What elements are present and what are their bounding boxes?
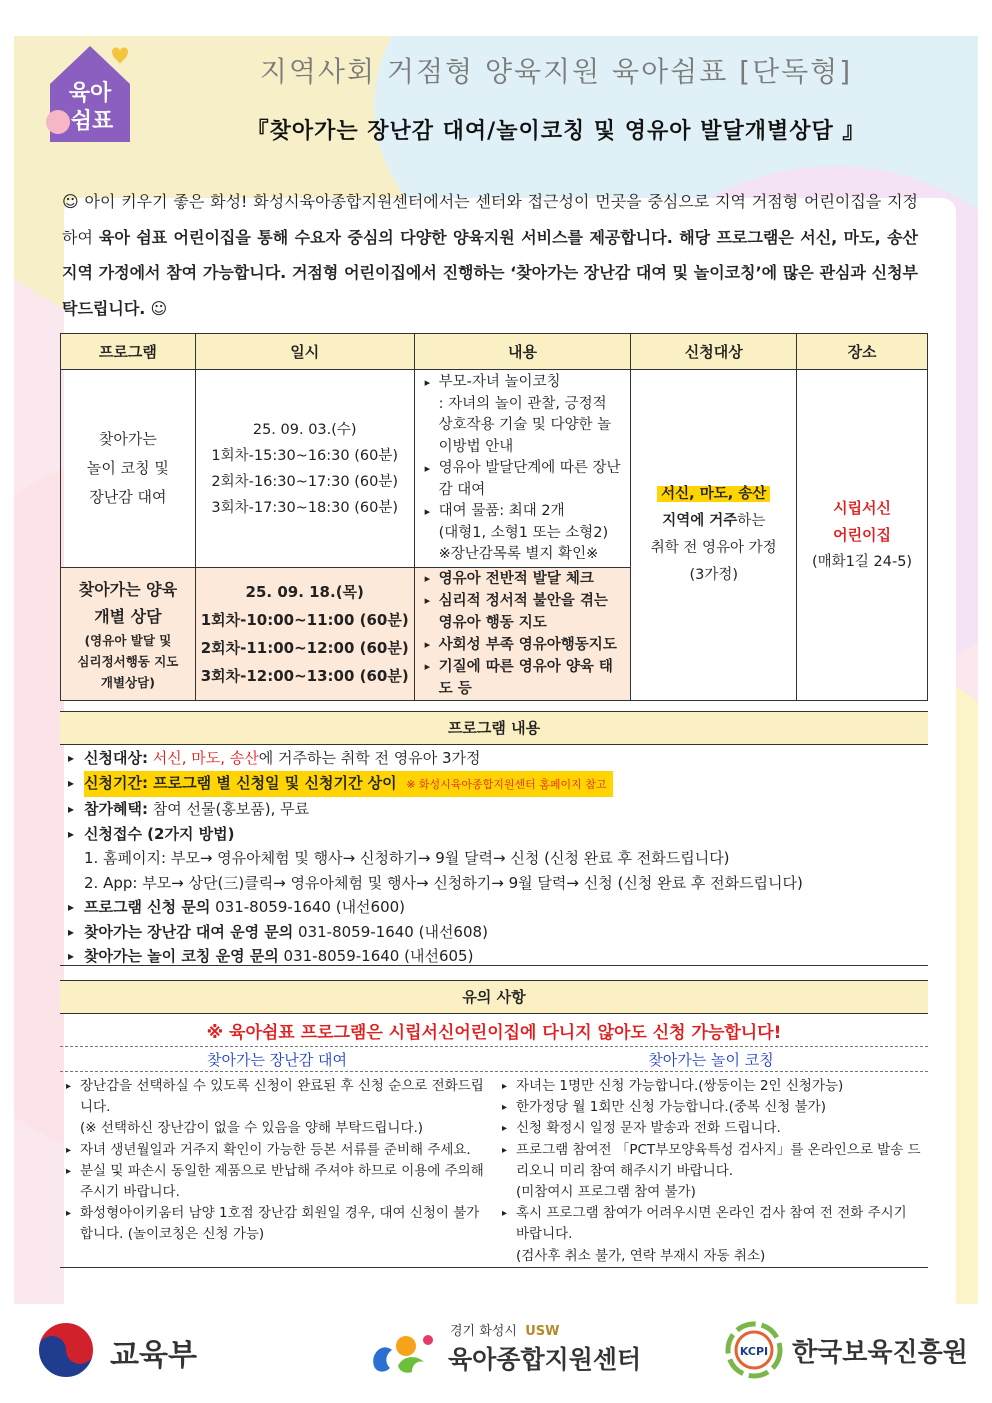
program-name-counseling: 찾아가는 양육 개별 상담 (영유아 발달 및 심리정서행동 지도 개별상담): [61, 568, 196, 701]
header-content: 내용: [414, 334, 631, 370]
list-item: ▸ 영유아 전반적 발달 체크: [425, 568, 625, 590]
list-item: : 자녀의 놀이 관찰, 긍정적 상호작용 기술 및 다양한 놀이방법 안내: [438, 395, 612, 455]
program-name-coaching: 찾아가는 놀이 코칭 및 장난감 대여: [61, 370, 196, 568]
header-date: 일시: [195, 334, 414, 370]
list-item: ▸ 화성형아이키움터 남양 1호점 장난감 회원일 경우, 대여 신청이 불가합니다. (놀이코칭은 신청 가능): [66, 1203, 486, 1245]
list-item: ▸ 신청기간: 프로그램 별 신청일 및 신청기간 상이 ※ 화성시육아종합지원센터 홈페이지 참고: [66, 771, 926, 798]
content-coaching: [414, 370, 631, 568]
schedule-counseling: 25. 09. 18.(목) 1회차-10:00~11:00 (60분) 2회차-11:00~12:00 (60분) 3회차-12:00~13:00 (60분): [195, 568, 414, 701]
header-target: 신청대상: [631, 334, 797, 370]
list-item: ▸ 대여 물품: 최대 2개: [425, 501, 625, 523]
list-item: ▸ 혹시 프로그램 참여가 어려우시면 온라인 검사 참여 전 전화 주시기 바랍니다.: [502, 1203, 922, 1245]
list-item: ▸ 찾아가는 놀이 코칭 운영 문의 031-8059-1640 (내선605): [66, 944, 926, 969]
divider: [60, 1071, 928, 1072]
table-row: [61, 370, 928, 568]
svg-text:육아: 육아: [68, 81, 112, 106]
page-subtitle: 『찾아가는 장난감 대여/놀이코칭 및 영유아 발달개별상담 』: [246, 119, 866, 144]
kcpi-logo: KCPI 한국보육진흥원: [722, 1316, 952, 1386]
place-cell: 시립서신 어린이집 (매화1길 24-5): [797, 370, 928, 701]
list-item: ▸ 부모-자녀 놀이코칭: [425, 372, 625, 394]
play-coaching-notes: [502, 1076, 922, 1267]
notice-text: ※ 육아쉼표 프로그램은 시립서신어린이집에 다니지 않아도 신청 가능합니다!: [206, 1023, 782, 1043]
list-item: ▸ 기질에 따른 영유아 양육 태도 등: [425, 656, 625, 700]
play-coaching-title: 찾아가는 놀이 코칭: [648, 1051, 774, 1069]
list-item: (※ 선택하신 장난감이 없을 수 있음을 양해 부탁드립니다.): [80, 1120, 424, 1137]
target-cell: 서신, 마도, 송산 지역에 거주하는 취학 전 영유아 가정 (3가정): [631, 370, 797, 701]
svg-text:KCPI: KCPI: [739, 1345, 769, 1358]
list-item: ▸ 한가정당 월 1회만 신청 가능합니다.(중복 신청 불가): [502, 1097, 922, 1118]
header-program: 프로그램: [61, 334, 196, 370]
list-item: (대형1, 소형1 또는 소형2): [438, 524, 609, 541]
list-item: ▸ 영유아 발달단계에 따른 장난감 대여: [425, 458, 625, 501]
page-title: 지역사회 거점형 양육지원 육아쉼표 [단독형]: [259, 55, 853, 88]
divider: [60, 1046, 928, 1047]
yuga-swimpyo-logo: [42, 38, 140, 150]
taegeuk-icon: [34, 1318, 98, 1382]
center-emblem-icon: [368, 1326, 438, 1382]
list-item: ▸ 심리적 정서적 불안을 겪는 영유아 행동 지도: [425, 590, 625, 634]
list-item: ▸ 프로그램 참여전 「PCT부모양육특성 검사지」를 온라인으로 발송 드리오니 미리 참여 해주시기 바랍니다.: [502, 1140, 922, 1182]
intro-paragraph: ☺ 아이 키우기 좋은 화성! 화성시육아종합지원센터에서는 센터와 접근성이 먼곳을 중심으로 지역 거점형 어린이집을 지정하여 육아 쉼표 어린이집을 통해 수요자 중심의 다양한 양육지원 서비스를 제공합니다. 해당 프로그램은 서신, 마도, 송산 지역 가정에서 참여 가능합니다. 거점형 어린이집에서 진행하는 ‘찾아가는 장난감 대여 및 놀이코칭’에 많은 관심과 신청부탁드립니다. ☺: [62, 192, 918, 318]
table-header-row: [61, 334, 928, 370]
program-info-heading: 프로그램 내용: [60, 711, 928, 745]
list-item: (검사후 취소 불가, 연락 부재시 자동 취소): [516, 1247, 766, 1264]
list-item: (미참여시 프로그램 참여 불가): [516, 1184, 696, 1201]
list-item: 1. 홈페이지: 부모→ 영유아체험 및 행사→ 신청하기→ 9월 달력→ 신청 (신청 완료 후 전화드립니다): [84, 849, 730, 867]
moe-logo: 교육부: [34, 1316, 234, 1386]
schedule-coaching: 25. 09. 03.(수) 1회차-15:30~16:30 (60분) 2회차-16:30~17:30 (60분) 3회차-17:30~18:30 (60분): [195, 370, 414, 568]
divider: [60, 1267, 928, 1268]
list-item: ▸ 참가혜택: 참여 선물(홍보품), 무료: [66, 797, 926, 822]
list-item: ▸ 찾아가는 장난감 대여 운영 문의 031-8059-1640 (내선608): [66, 920, 926, 945]
list-item: 2. App: 부모→ 상단(三)클릭→ 영유아체험 및 행사→ 신청하기→ 9월 달력→ 신청 (신청 완료 후 전화드립니다): [84, 873, 803, 892]
program-info-list: [66, 746, 926, 969]
program-table: [60, 333, 928, 701]
list-item: ▸ 분실 및 파손시 동일한 제품으로 반납해 주셔야 하므로 이용에 주의해 주시기 바랍니다.: [66, 1161, 486, 1203]
list-item: ▸ 신청 확정시 일정 문자 발송과 전화 드립니다.: [502, 1118, 922, 1139]
svg-text:쉼표: 쉼표: [70, 109, 114, 134]
hwaseong-center-logo: 경기 화성시 USW 육아종합지원센터: [368, 1316, 668, 1386]
list-item: ※장난감목록 별지 확인※: [438, 546, 599, 562]
divider: [60, 965, 928, 966]
list-item: ▸ 자녀는 1명만 신청 가능합니다.(쌍둥이는 2인 신청가능): [502, 1076, 922, 1097]
list-item: ▸ 프로그램 신청 문의 031-8059-1640 (내선600): [66, 895, 926, 920]
toy-rental-notes: [66, 1076, 486, 1246]
header-place: 장소: [797, 334, 928, 370]
kcpi-emblem-icon: [722, 1318, 786, 1382]
list-item: ▸ 신청접수 (2가지 방법): [66, 822, 926, 847]
list-item: ▸ 신청대상: 서신, 마도, 송산에 거주하는 취학 전 영유아 3가정: [66, 746, 926, 771]
content-counseling: [414, 568, 631, 701]
notes-heading: 유의 사항: [60, 980, 928, 1014]
list-item: ▸ 장난감을 선택하실 수 있도록 신청이 완료된 후 신청 순으로 전화드립니다.: [66, 1076, 486, 1118]
list-item: ▸ 사회성 부족 영유아행동지도: [425, 634, 625, 656]
toy-rental-title: 찾아가는 장난감 대여: [207, 1051, 347, 1069]
list-item: ▸ 자녀 생년월일과 거주지 확인이 가능한 등본 서류를 준비해 주세요.: [66, 1140, 486, 1161]
